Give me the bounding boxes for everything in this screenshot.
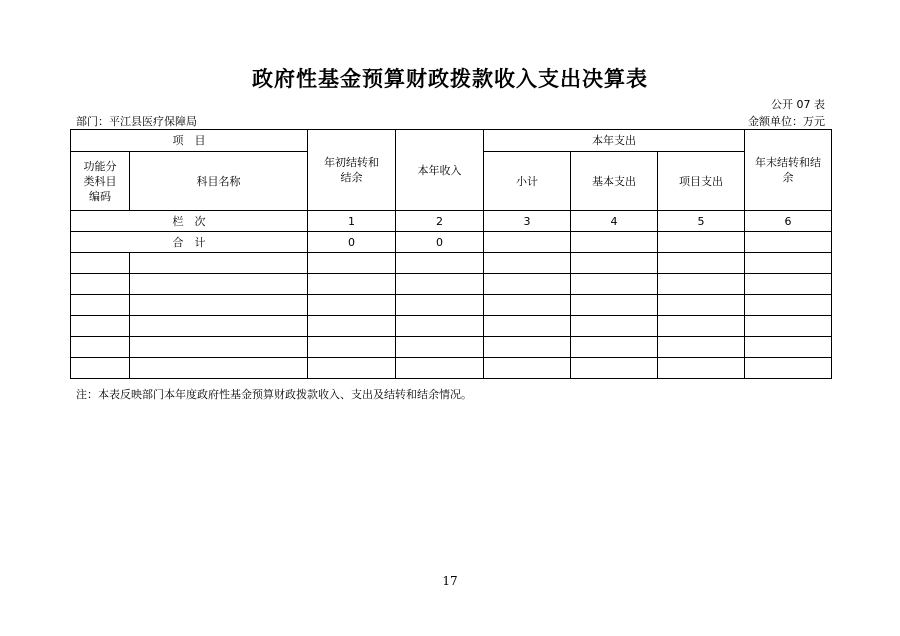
total-begin-balance: 0 (308, 232, 396, 253)
header-func-code: 功能分类科目编码 (71, 152, 130, 211)
table-row (71, 316, 832, 337)
column-number-1: 1 (308, 211, 396, 232)
column-number-4: 4 (571, 211, 658, 232)
budget-table (70, 129, 832, 379)
unit-label: 金额单位：万元 (748, 115, 825, 128)
header-subject-name: 科目名称 (130, 152, 308, 211)
header-subtotal: 小计 (484, 152, 571, 211)
column-number-row (71, 211, 832, 232)
header-row-1 (71, 130, 832, 152)
header-project-expense: 项目支出 (658, 152, 745, 211)
total-end-balance (745, 232, 832, 253)
column-number-2: 2 (396, 211, 484, 232)
table-row (71, 358, 832, 379)
form-number: 公开 07 表 (771, 98, 825, 111)
table-row (71, 274, 832, 295)
header-item: 项 目 (71, 130, 308, 152)
header-income: 本年收入 (396, 130, 484, 211)
total-income: 0 (396, 232, 484, 253)
table-row (71, 295, 832, 316)
header-basic-expense: 基本支出 (571, 152, 658, 211)
column-number-5: 5 (658, 211, 745, 232)
department-label: 部门：平江县医疗保障局 (76, 115, 197, 128)
table-note: 注：本表反映部门本年度政府性基金预算财政拨款收入、支出及结转和结余情况。 (76, 388, 472, 401)
table-row (71, 253, 832, 274)
page-title: 政府性基金预算财政拨款收入支出决算表 (252, 67, 648, 91)
table-row (71, 337, 832, 358)
total-project-expense (658, 232, 745, 253)
header-begin-balance: 年初结转和结余 (308, 130, 396, 211)
column-number-label: 栏 次 (71, 211, 308, 232)
header-expense-group: 本年支出 (484, 130, 745, 152)
column-number-6: 6 (745, 211, 832, 232)
header-end-balance: 年末结转和结余 (745, 130, 832, 211)
total-basic-expense (571, 232, 658, 253)
total-row (71, 232, 832, 253)
total-label: 合 计 (71, 232, 308, 253)
total-subtotal (484, 232, 571, 253)
column-number-3: 3 (484, 211, 571, 232)
page-number: 17 (442, 574, 458, 588)
